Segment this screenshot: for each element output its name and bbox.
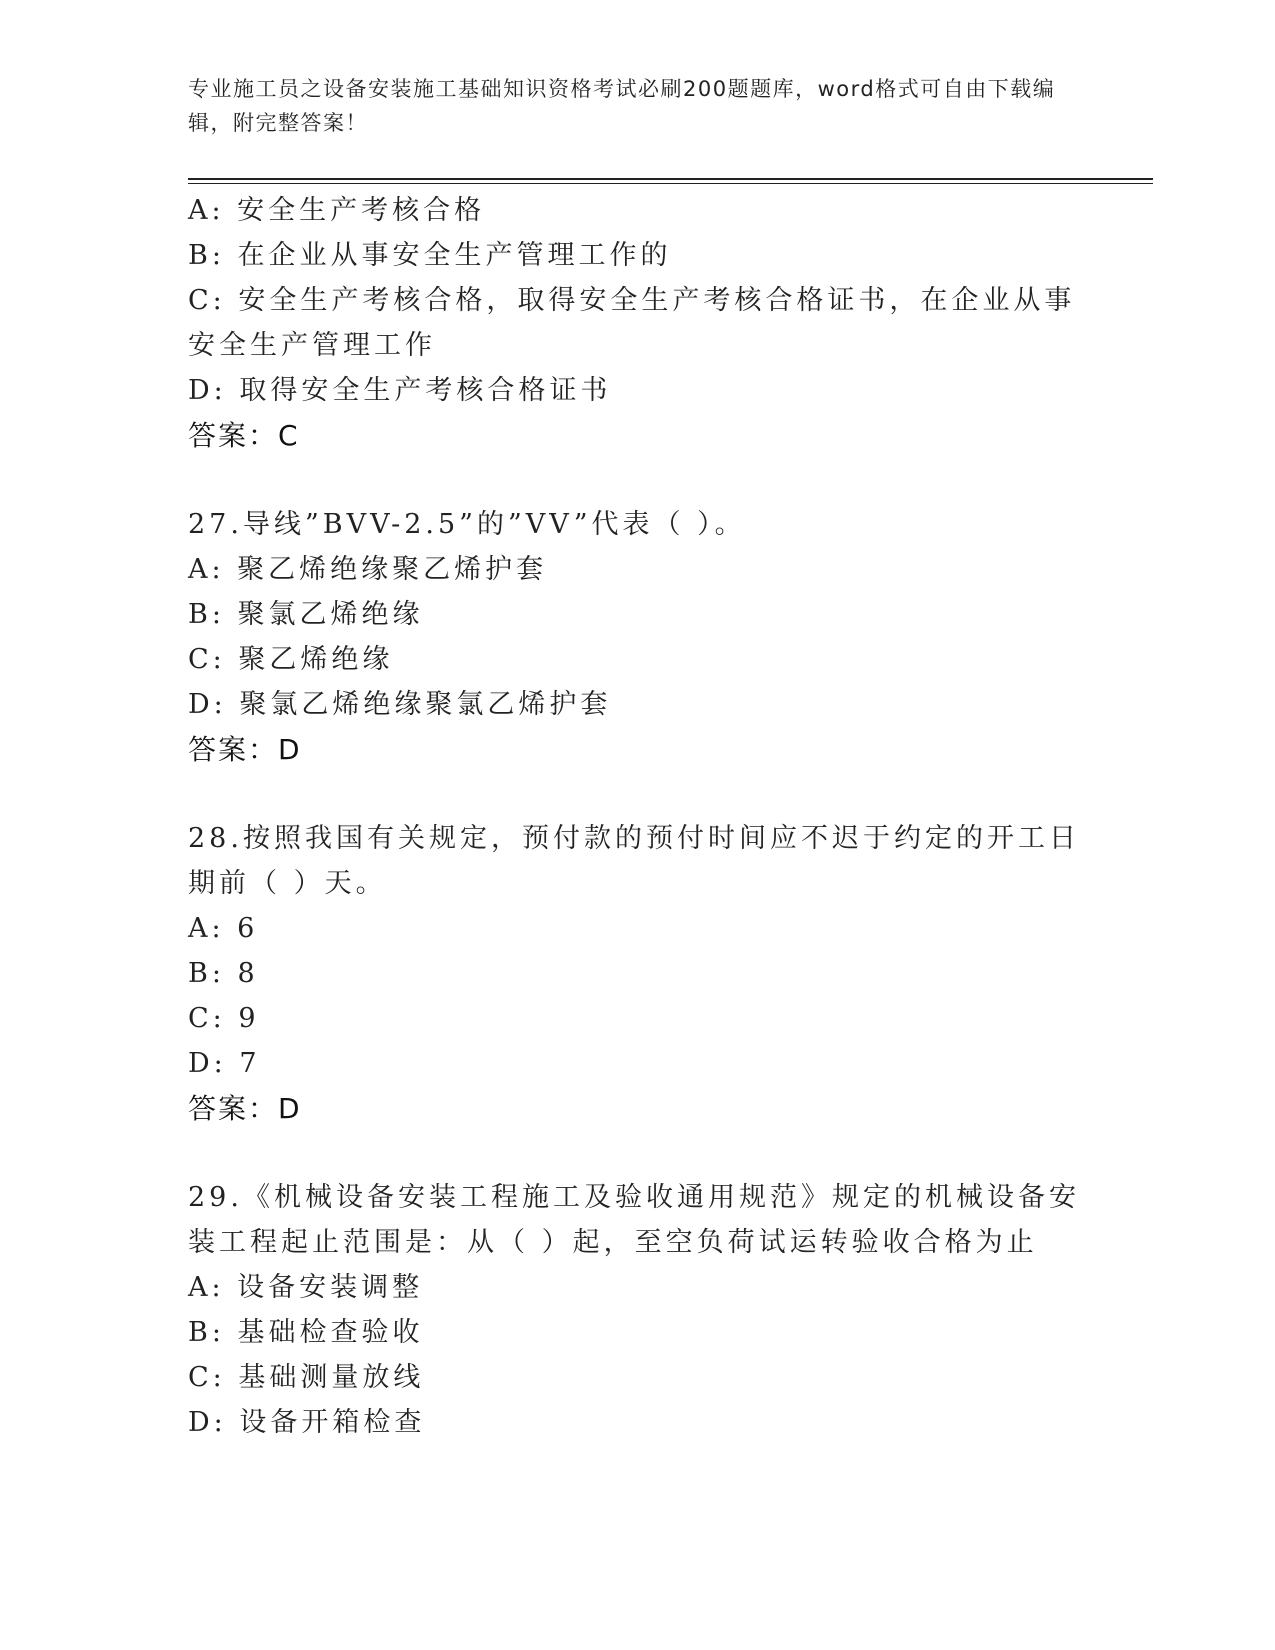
option-a: A: 聚乙烯绝缘聚乙烯护套 [188, 554, 548, 585]
answer-line: 答案：D [188, 1092, 302, 1125]
option-a: A: 6 [188, 913, 259, 944]
option-c: C: 基础测量放线 [188, 1362, 425, 1393]
question-block-27 [188, 502, 1088, 772]
header-divider-thin [188, 183, 1153, 184]
option-d: D: 7 [188, 1048, 261, 1079]
question-text: 28.按照我国有关规定，预付款的预付时间应不迟于约定的开工日期前（ ）天。 [188, 823, 1080, 899]
question-block-26 [188, 188, 1088, 458]
option-d: D: 取得安全生产考核合格证书 [188, 375, 612, 406]
option-b: B: 8 [188, 958, 259, 989]
option-a: A: 安全生产考核合格 [188, 195, 486, 226]
question-text: 27.导线”BVV-2.5”的”VV”代表（ ）。 [188, 509, 746, 540]
option-a: A: 设备安装调整 [188, 1272, 424, 1303]
option-d: D: 设备开箱检查 [188, 1407, 426, 1438]
option-c: C: 9 [188, 1003, 260, 1034]
option-d: D: 聚氯乙烯绝缘聚氯乙烯护套 [188, 689, 612, 720]
answer-line: 答案：C [188, 419, 300, 452]
option-b: B: 基础检查验收 [188, 1317, 424, 1348]
question-block-29 [188, 1175, 1088, 1445]
question-text: 29.《机械设备安装工程施工及验收通用规范》规定的机械设备安装工程起止范围是：从（ ）起，至空负荷试运转验收合格为止 [188, 1182, 1080, 1258]
question-block-28 [188, 816, 1088, 1131]
option-c: C: 聚乙烯绝缘 [188, 644, 394, 675]
option-b: B: 聚氯乙烯绝缘 [188, 599, 424, 630]
document-header: 专业施工员之设备安装施工基础知识资格考试必刷200题题库，word格式可自由下载编辑，附完整答案！ [188, 77, 1056, 135]
option-b: B: 在企业从事安全生产管理工作的 [188, 240, 672, 271]
header-divider-thick [188, 178, 1153, 180]
question-list [188, 188, 1088, 1445]
option-c: C: 安全生产考核合格，取得安全生产考核合格证书，在企业从事安全生产管理工作 [188, 285, 1076, 361]
answer-line: 答案：D [188, 733, 302, 766]
